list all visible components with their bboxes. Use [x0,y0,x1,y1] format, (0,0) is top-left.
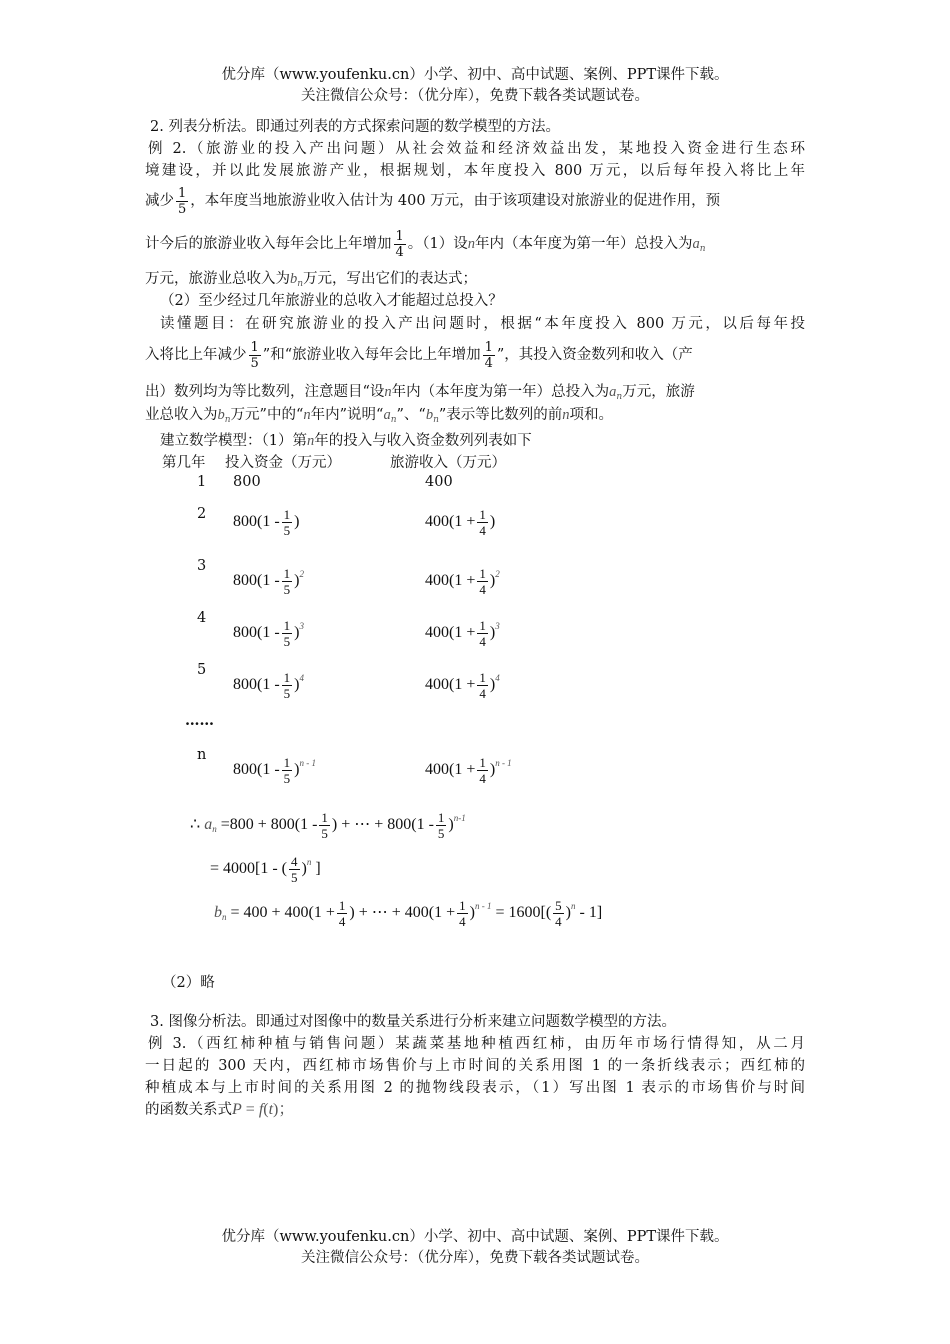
expr: 400(1 + [425,624,476,641]
fraction-one-quarter [477,566,488,597]
fraction-one-quarter [477,507,488,538]
text-segment: 建立数学模型：（1）第 [160,433,307,449]
numerator: 4 [291,853,298,869]
exponent: n [306,857,312,867]
var-f: f [258,1101,264,1118]
fraction-one-fifth [282,507,293,538]
expr: - 1] [575,904,603,921]
table-row-invest: 800 [233,474,261,490]
text-segment: ”表示等比数列的前 [438,407,563,423]
denominator: 5 [437,825,445,841]
model-intro [160,430,820,452]
fraction-one-fifth [436,810,447,841]
table-header-invest: 投入资金（万元） [225,455,341,471]
numerator: 1 [250,339,259,355]
numerator: 1 [479,506,486,522]
numerator: 1 [283,565,291,581]
table-row-income: 400(1 + $\frac{1}{4}$ )$^4$ [425,669,500,701]
var-a: a [204,816,213,833]
table-row-invest: 800(1 - $\frac{1}{5}$ )$^4$ [233,669,304,701]
exponent: n - 1 [299,758,316,768]
denominator: 5 [283,522,291,538]
numerator: 1 [178,185,187,201]
example-3-line-3: 种植成本与上市时间的关系用图 2 的抛物线段表示，（1）写出图 1 表示的市场售价与时间 [145,1080,805,1096]
fraction-one-quarter [477,670,488,701]
fraction-one-fifth [249,340,261,371]
exponent: 3 [495,621,500,631]
expr: ) [469,904,475,921]
section-3-title: 3. 图像分析法。即通过对图像中的数量关系进行分析来建立问题数学模型的方法。 [150,1014,676,1030]
text-segment: 年内（本年度为第一年）总投入为 [475,236,693,252]
table-row-year: 4 [197,610,207,626]
numerator: 1 [321,809,328,825]
exponent: n [570,901,576,911]
table-row-invest: 800(1 - $\frac{1}{5}$ )$^2$ [233,565,304,597]
denominator: 4 [479,633,486,649]
example-2-line-4 [145,224,805,269]
denominator: 4 [338,913,346,929]
var-n: n [306,433,315,449]
exponent: 4 [495,673,500,683]
denominator: 4 [479,581,486,597]
table-row-year: 3 [197,558,207,574]
fraction-one-fifth [282,618,293,649]
numerator: 1 [479,565,486,581]
numerator: 1 [479,669,486,685]
equals: = [241,1101,259,1118]
text-segment: ，本年度当地旅游业收入估计为 400 万元，由于该项建设对旅游业的促进作用，预 [190,193,721,209]
denominator: 5 [178,201,187,217]
fraction-one-quarter [477,755,488,786]
subscript-n: n [297,279,304,289]
table-header-income: 旅游收入（万元） [390,455,506,471]
example-2-line-2: 境建设，并以此发展旅游产业，根据规划，本年度投入 800 万元，以后每年投入将比上年 [145,163,805,179]
paren: ( [263,1101,269,1118]
text-segment: 年的投入与收入资金数列列表如下 [314,433,532,449]
expr: = 1600[( [491,904,552,921]
denominator: 4 [479,685,486,701]
exponent: 2 [299,569,304,579]
text-segment: 出）数列均为等比数列，注意题目“设 [145,384,385,400]
numerator: 1 [459,897,466,913]
text-segment: 万元，旅游业总收入为 [145,271,290,287]
header-line-2: 关注微信公众号：（优分库），免费下载各类试题试卷。 [301,88,649,104]
table-row-invest: 800(1 - $\frac{1}{5}$ ) [233,506,300,538]
numerator: 1 [283,506,291,522]
text-segment: 项和。 [569,407,614,423]
text-segment: 年内”说明“ [310,407,384,423]
example-3-line-2: 一日起的 300 天内，西红柿市场售价与上市时间的关系用图 1 的一条折线表示；西红柿的 [145,1058,805,1074]
subscript-n: n [433,415,439,425]
var-b: b [217,407,225,423]
header-line-1: 优分库（www.youfenku.cn）小学、初中、高中试题、案例、PPT课件下载。 [221,67,729,83]
reading-line-1: 读懂题目：在研究旅游业的投入产出问题时，根据“本年度投入 800 万元，以后每年投 [160,316,805,332]
footer-line-1: 优分库（www.youfenku.cn）小学、初中、高中试题、案例、PPT课件下载。 [221,1229,729,1245]
denominator: 4 [479,522,486,538]
text-segment: 。（1）设 [407,236,468,252]
exponent: n-1 [453,813,466,823]
expr: 800(1 - [233,676,280,693]
var-b: b [425,407,434,423]
expr: 400(1 + [425,676,476,693]
fraction-one-fifth [176,186,188,217]
text-segment: ”，其投入资金数列和收入（产 [496,347,693,363]
table-row-income: 400(1 + $\frac{1}{4}$ ) [425,506,496,538]
denominator: 5 [283,685,291,701]
denominator: 5 [250,355,259,371]
table-row-invest: 800(1 - $\frac{1}{5}$ )$^{n - 1}$ [233,754,316,786]
formula-an-sum [190,800,466,847]
text-segment: 入将比上年减少 [145,347,247,363]
numerator: 5 [555,897,562,913]
fraction-one-quarter [337,898,348,929]
denominator: 5 [291,869,298,885]
subscript-n: n [616,392,623,402]
var-b: b [290,271,298,287]
fraction-one-fifth [282,755,293,786]
table-row-year: n [197,747,207,763]
section-2-title: 2. 列表分析法。即通过列表的方式探索问题的数学模型的方法。 [150,119,560,135]
numerator: 1 [479,617,486,633]
numerator: 1 [338,897,346,913]
subscript-n: n [222,912,227,922]
var-n: n [384,384,392,400]
subscript-n: n [699,244,706,254]
formula-bn [214,888,602,935]
expr: ) [565,904,571,921]
expr: 800(1 - [233,572,280,589]
var-a: a [383,407,391,423]
numerator: 1 [283,754,291,770]
var-a: a [692,236,700,252]
question-2-answer: （2）略 [162,975,215,991]
text-segment: ”和“旅游业收入每年会比上年增加 [262,347,481,363]
expr: 400(1 + [425,572,476,589]
paren: )； [273,1101,295,1118]
table-row-income: 400(1 + $\frac{1}{4}$ )$^{n - 1}$ [425,754,512,786]
exponent: n - 1 [474,901,492,911]
denominator: 4 [395,244,404,260]
var-n: n [467,236,476,252]
table-row-income: 400(1 + $\frac{1}{4}$ )$^2$ [425,565,500,597]
denominator: 4 [459,913,466,929]
example-3-line-1: 例 3.（西红柿种植与销售问题）某蔬菜基地种植西红柿，由历年市场行情得知，从二月 [148,1036,805,1052]
numerator: 1 [437,809,445,825]
var-n: n [303,407,311,423]
fraction-four-fifths [289,854,300,885]
expr: 800(1 - [233,624,280,641]
question-2: （2）至少经过几年旅游业的总收入才能超过总投入？ [160,293,503,309]
var-n: n [562,407,570,423]
footer-line-2: 关注微信公众号：（优分库），免费下载各类试题试卷。 [301,1250,649,1266]
exponent: 2 [495,569,500,579]
table-row-year: 5 [197,662,207,678]
exponent: 3 [299,621,304,631]
fraction-one-quarter [483,340,495,371]
table-row-invest: 800(1 - $\frac{1}{5}$ )$^3$ [233,617,304,649]
expr: ) + ⋯ + 800(1 - [331,816,434,833]
text-segment: 计今后的旅游业收入每年会比上年增加 [145,236,392,252]
expr: 400(1 + [425,761,476,778]
formula-an-closed [210,844,321,887]
fraction-one-fifth [282,670,293,701]
expr: =800 + 800(1 - [220,816,318,833]
exponent: 4 [299,673,304,683]
reading-line-2 [145,335,805,375]
numerator: 1 [479,754,486,770]
expr: 800(1 - [233,761,280,778]
text-segment: 万元”中的“ [230,407,304,423]
var-P: P [232,1101,242,1118]
table-row-year: 1 [197,474,207,490]
subscript-n: n [212,824,217,834]
example-2-line-3 [145,183,805,219]
reading-line-4 [145,404,805,431]
table-row-year: 2 [197,506,207,522]
fraction-one-quarter [457,898,468,929]
table-row-income: 400(1 + $\frac{1}{4}$ )$^3$ [425,617,500,649]
denominator: 5 [283,581,291,597]
table-header-year: 第几年 [162,455,206,471]
text-segment: 万元，旅游 [622,384,695,400]
text-segment: 年内（本年度为第一年）总投入为 [391,384,610,400]
numerator: 1 [283,617,291,633]
denominator: 4 [484,355,493,371]
denominator: 4 [555,913,562,929]
subscript-n: n [224,415,231,425]
var-t: t [268,1101,274,1118]
table-row-income: 400 [425,474,453,490]
text-segment: ”、“ [396,407,426,423]
denominator: 5 [321,825,328,841]
expr: ] [311,860,321,877]
text-segment: 减少 [145,193,174,209]
fraction-five-quarters [553,898,564,929]
table-row-ellipsis: …… [185,712,214,729]
fraction-one-fifth [282,566,293,597]
expr: = 4000[1 - ( [210,860,288,877]
fraction-one-quarter [394,229,406,260]
expr: ) [301,860,307,877]
denominator: 5 [283,770,291,786]
expr: ) [448,816,454,833]
fraction-one-fifth [319,810,330,841]
numerator: 1 [484,339,493,355]
numerator: 1 [395,228,404,244]
fraction-one-quarter [477,618,488,649]
var-b: b [214,904,222,921]
numerator: 1 [283,669,291,685]
text-segment: 业总收入为 [145,407,218,423]
var-a: a [609,384,617,400]
subscript-n: n [390,415,397,425]
denominator: 5 [283,633,291,649]
example-3-line-4 [145,1099,805,1121]
exponent: n - 1 [495,758,512,768]
example-2-line-1: 例 2.（旅游业的投入产出问题）从社会效益和经济效益出发，某地投入资金进行生态环 [148,141,805,157]
expr: 800(1 - [233,513,280,530]
expr: 400(1 + [425,513,476,530]
expr: = 400 + 400(1 + [230,904,335,921]
denominator: 4 [479,770,486,786]
expr: ) + ⋯ + 400(1 + [349,904,456,921]
therefore-symbol: ∴ [190,816,201,833]
text-segment: 万元，写出它们的表达式； [303,271,478,287]
text-segment: 的函数关系式 [145,1102,232,1118]
